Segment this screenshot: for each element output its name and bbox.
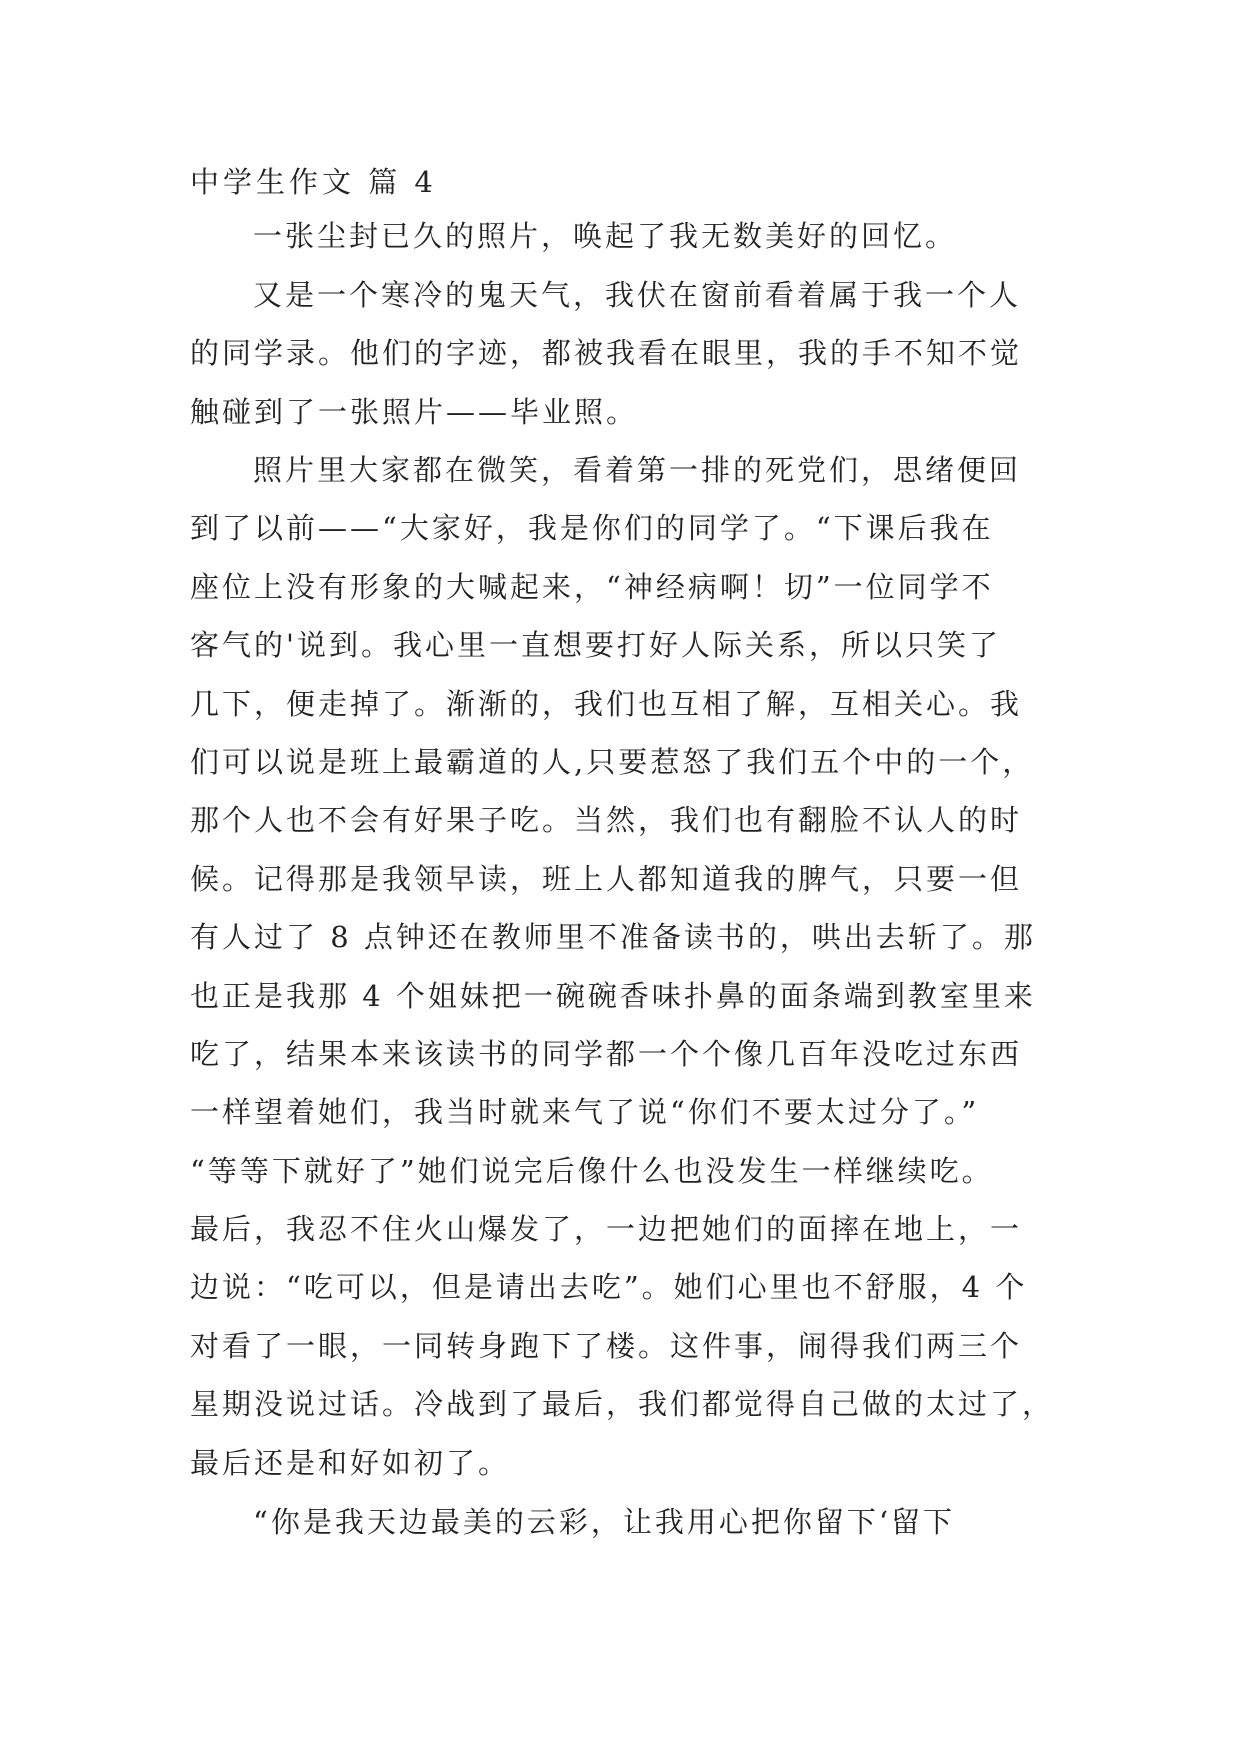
text-line: 到了以前——“大家好，我是你们的同学了。“下课后我在: [190, 511, 994, 546]
page-heading: 中学生作文 篇 4: [190, 165, 437, 199]
text-line: 客气的'说到。我心里一直想要打好人际关系，所以只笑了: [190, 628, 1001, 663]
text-line: 吃了，结果本来该读书的同学都一个个像几百年没吃过东西: [190, 1036, 1023, 1071]
text-line: 也正是我那 4 个姐妹把一碗碗香味扑鼻的面条端到教室里来: [190, 978, 1036, 1013]
text-line: 有人过了 8 点钟还在教师里不准备读书的，哄出去斩了。那: [190, 920, 1036, 955]
paragraph-1: [190, 207, 1070, 265]
text-line: 候。记得那是我领早读，班上人都知道我的脾气，只要一但: [190, 861, 1023, 896]
paragraph-2: [190, 266, 1070, 441]
text-line: 照片里大家都在微笑，看着第一排的死党们，思绪便回: [253, 453, 1022, 487]
text-line: 最后，我忍不住火山爆发了，一边把她们的面摔在地上，一: [190, 1212, 1023, 1247]
text-line: 最后还是和好如初了。: [190, 1445, 511, 1480]
text-line: 几下，便走掉了。渐渐的，我们也互相了解，互相关心。我: [190, 686, 1023, 721]
text-line: 对看了一眼，一同转身跑下了楼。这件事，闹得我们两三个: [190, 1328, 1023, 1363]
text-line: 一张尘封已久的照片，唤起了我无数美好的回忆。: [253, 219, 958, 253]
paragraph-4: [190, 1493, 1070, 1551]
text-line: 们可以说是班上最霸道的人,只要惹怒了我们五个中的一个，: [190, 744, 1035, 779]
text-line: 那个人也不会有好果子吃。当然，我们也有翻脸不认人的时: [190, 803, 1023, 838]
text-line: 边说：“吃可以，但是请出去吃”。她们心里也不舒服，4 个: [190, 1270, 1028, 1305]
text-line: 的同学录。他们的字迹，都被我看在眼里，我的手不知不觉: [190, 336, 1023, 371]
text-line: “你是我天边最美的云彩，让我用心把你留下‘留下: [253, 1505, 956, 1539]
text-line: 触碰到了一张照片——毕业照。: [190, 394, 639, 429]
text-line: 星期没说过话。冷战到了最后，我们都觉得自己做的太过了，: [190, 1387, 1055, 1422]
text-line: 一样望着她们，我当时就来气了说“你们不要太过分了。”: [190, 1095, 980, 1130]
text-line: 座位上没有形象的大喊起来，“神经病啊！切”一位同学不: [190, 569, 994, 604]
text-line: “等等下就好了”她们说完后像什么也没发生一样继续吃。: [190, 1153, 994, 1188]
text-line: 又是一个寒冷的鬼天气，我伏在窗前看着属于我一个人: [253, 278, 1022, 312]
paragraph-3: [190, 441, 1070, 1492]
